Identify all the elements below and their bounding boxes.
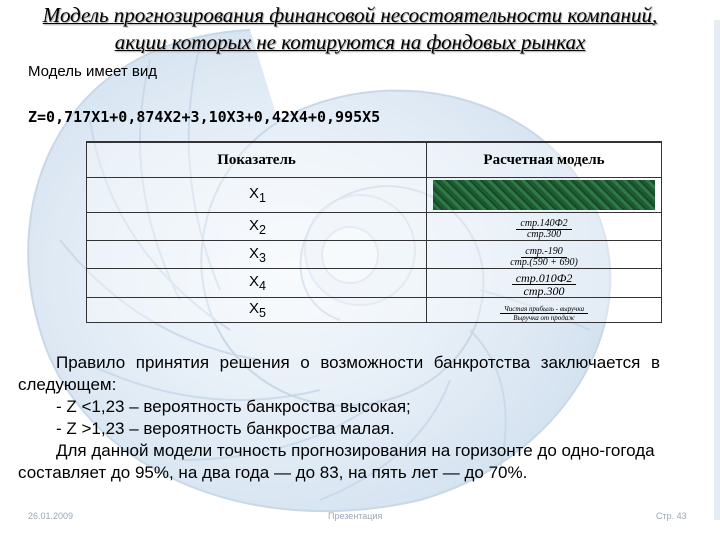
table-row: [87, 178, 662, 213]
indicator-cell: $X_4$: [87, 269, 427, 298]
header-calc-model: Расчетная модель: [427, 142, 662, 178]
footer-page-number: Стр. 43: [656, 511, 687, 521]
indicator-cell: $X_5$: [87, 298, 427, 323]
rule-item-high: - Z <1,23 – вероятность банкроства высокая;: [56, 397, 411, 416]
table-row: [87, 241, 662, 269]
model-table: [86, 141, 662, 323]
formula-fraction: $\frac{\text{Чистая прибыль - выручка}}{\text{Выручка от продаж}}$: [500, 305, 588, 322]
formula-fraction: $\frac{\text{стр.-190}}{\text{стр.(590 + 690)}}$: [510, 246, 578, 268]
table-row: [87, 298, 662, 323]
rule-item-low: - Z >1,23 – вероятность банкроства малая.: [56, 419, 395, 438]
formula-cell: [427, 178, 662, 213]
table-row: [87, 269, 662, 298]
formula-cell: [427, 298, 662, 323]
rule-intro: Правило принятия решения о возможности банкротства заключается в следующем:: [18, 353, 660, 394]
rule-accuracy: Для данной модели точность прогнозирования на горизонте до одно-гогода составляет до 95%, на два года — до 83, на пять лет — до 70%.: [18, 441, 655, 482]
table-header-row: [87, 142, 662, 178]
footer-date: 26.01.2009: [28, 511, 74, 521]
model-formula: Z=0,717X1+0,874X2+3,10X3+0,42X4+0,995X5: [28, 108, 381, 126]
formula-cell: [427, 241, 662, 269]
header-indicator: Показатель: [87, 142, 427, 178]
formula-cell: [427, 269, 662, 298]
table-row: [87, 213, 662, 241]
right-edge-strip: [714, 20, 720, 520]
indicator-cell: $X_2$: [87, 213, 427, 241]
formula-image-green: [433, 180, 655, 210]
formula-fraction: $\frac{\text{стр.140Ф2}}{\text{стр.300}}$: [516, 219, 571, 240]
indicator-cell: $X_1$: [87, 178, 427, 213]
formula-fraction: $\frac{\text{стр.010Ф2}}{\text{стр.300}}$: [512, 272, 577, 297]
formula-cell: [427, 213, 662, 241]
decision-rule-text: [18, 352, 660, 484]
slide-title: Модель прогнозирования финансовой несостоятельности компаний, акции которых не котируются на фондовых рынках: [42, 3, 658, 54]
indicator-cell: $X_3$: [87, 241, 427, 269]
model-intro: Модель имеет вид: [28, 63, 158, 80]
footer-center-label: Презентация: [328, 511, 383, 521]
